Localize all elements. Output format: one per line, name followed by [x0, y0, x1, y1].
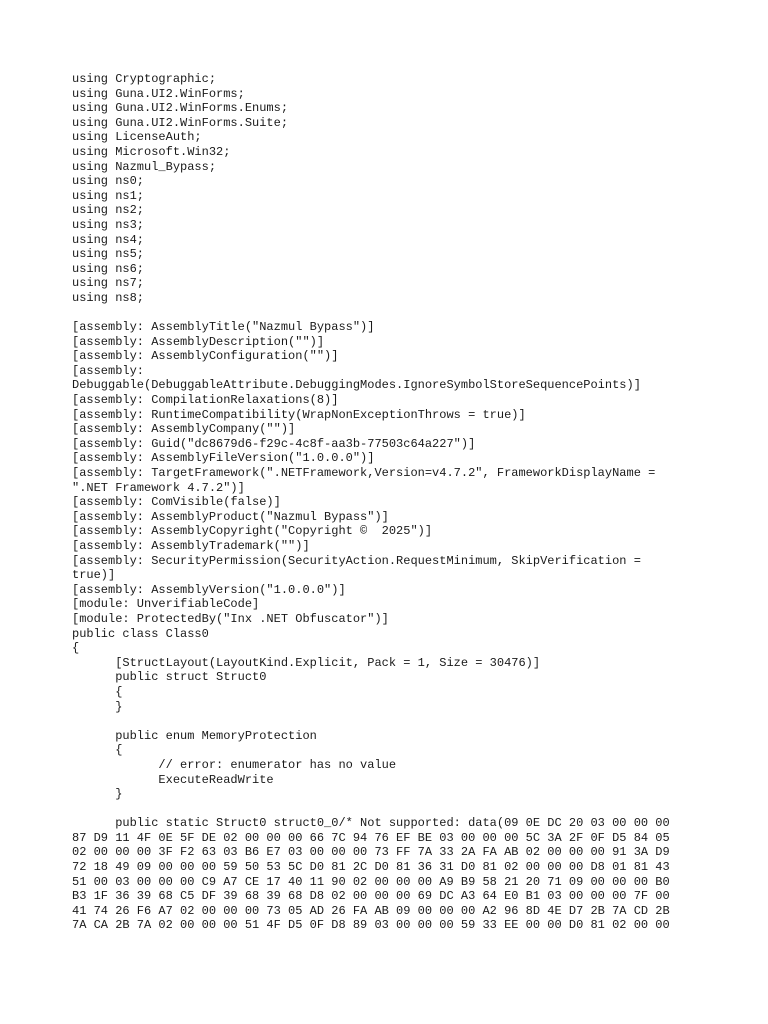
code-line: using ns1;	[72, 188, 145, 203]
code-line: {	[72, 684, 123, 699]
code-line: using Microsoft.Win32;	[72, 144, 231, 159]
code-line: using ns7;	[72, 276, 145, 291]
code-line: 7A CA 2B 7A 02 00 00 00 51 4F D5 0F D8 89 03 00 00 00 59 33 EE 00 00 D0 81 02 00 00	[72, 918, 670, 933]
code-line: [assembly: Guid("dc8679d6-f29c-4c8f-aa3b-77503c64a227")]	[72, 436, 476, 451]
code-line: 41 74 26 F6 A7 02 00 00 00 73 05 AD 26 FA AB 09 00 00 00 A2 96 8D 4E D7 2B 7A CD 2B	[72, 903, 670, 918]
code-line: using ns3;	[72, 217, 145, 232]
code-line: ".NET Framework 4.7.2")]	[72, 480, 245, 495]
code-line: using Guna.UI2.WinForms.Enums;	[72, 101, 289, 116]
code-line: [assembly: AssemblyVersion("1.0.0.0")]	[72, 582, 346, 597]
code-line: [module: UnverifiableCode]	[72, 597, 260, 612]
code-line: public struct Struct0	[72, 670, 267, 685]
code-line: using Nazmul_Bypass;	[72, 159, 217, 174]
code-line: // error: enumerator has no value	[72, 757, 397, 772]
code-line: public class Class0	[72, 626, 209, 641]
code-line: {	[72, 743, 123, 758]
code-line: [assembly: AssemblyProduct("Nazmul Bypass")]	[72, 509, 389, 524]
code-line: using ns2;	[72, 203, 145, 218]
code-line: using LicenseAuth;	[72, 130, 202, 145]
code-line: [assembly: RuntimeCompatibility(WrapNonExceptionThrows = true)]	[72, 407, 526, 422]
code-line: using ns8;	[72, 290, 145, 305]
code-line: [assembly: AssemblyFileVersion("1.0.0.0")]	[72, 451, 375, 466]
code-line: {	[72, 641, 80, 656]
code-line: }	[72, 699, 123, 714]
code-line: B3 1F 36 39 68 C5 DF 39 68 39 68 D8 02 00 00 00 69 DC A3 64 E0 B1 03 00 00 00 7F 00	[72, 889, 670, 904]
code-line: public static Struct0 struct0_0/* Not supported: data(09 0E DC 20 03 00 00 00	[72, 816, 670, 831]
code-line: [assembly: AssemblyTitle("Nazmul Bypass")]	[72, 320, 375, 335]
code-line: [assembly: ComVisible(false)]	[72, 495, 281, 510]
code-line: 51 00 03 00 00 00 C9 A7 CE 17 40 11 90 02 00 00 00 A9 B9 58 21 20 71 09 00 00 00 B0	[72, 874, 670, 889]
code-line: true)]	[72, 568, 116, 583]
code-line: [assembly:	[72, 363, 145, 378]
code-line: using ns5;	[72, 247, 145, 262]
code-document	[72, 72, 712, 933]
code-line: }	[72, 787, 123, 802]
blank-line	[72, 802, 712, 817]
code-line: [assembly: AssemblyConfiguration("")]	[72, 349, 339, 364]
code-line: using Guna.UI2.WinForms.Suite;	[72, 115, 289, 130]
code-line: [assembly: CompilationRelaxations(8)]	[72, 393, 339, 408]
code-line: Debuggable(DebuggableAttribute.DebuggingModes.IgnoreSymbolStoreSequencePoints)]	[72, 378, 641, 393]
code-line: using Cryptographic;	[72, 72, 217, 86]
blank-line	[72, 306, 712, 321]
code-line: [assembly: AssemblyCopyright("Copyright © 2025")]	[72, 524, 433, 539]
code-line: [module: ProtectedBy("Inx .NET Obfuscator")]	[72, 611, 389, 626]
code-line: 72 18 49 09 00 00 00 59 50 53 5C D0 81 2C D0 81 36 31 D0 81 02 00 00 00 D8 01 81 43	[72, 860, 670, 875]
code-line: using ns0;	[72, 174, 145, 189]
code-line: ExecuteReadWrite	[72, 772, 274, 787]
code-line: [assembly: AssemblyCompany("")]	[72, 422, 296, 437]
blank-line	[72, 714, 712, 729]
code-line: using ns4;	[72, 232, 145, 247]
code-line: using ns6;	[72, 261, 145, 276]
code-line: [assembly: SecurityPermission(SecurityAction.RequestMinimum, SkipVerification =	[72, 553, 641, 568]
code-line: public enum MemoryProtection	[72, 728, 317, 743]
code-line: [StructLayout(LayoutKind.Explicit, Pack = 1, Size = 30476)]	[72, 655, 541, 670]
code-line: using Guna.UI2.WinForms;	[72, 86, 245, 101]
code-line: 02 00 00 00 3F F2 63 03 B6 E7 03 00 00 00 73 FF 7A 33 2A FA AB 02 00 00 00 91 3A D9	[72, 845, 670, 860]
code-line: [assembly: TargetFramework(".NETFramework,Version=v4.7.2", FrameworkDisplayName =	[72, 466, 656, 481]
code-line: [assembly: AssemblyDescription("")]	[72, 334, 325, 349]
code-line: 87 D9 11 4F 0E 5F DE 02 00 00 00 66 7C 94 76 EF BE 03 00 00 00 5C 3A 2F 0F D5 84 05	[72, 830, 670, 845]
code-line: [assembly: AssemblyTrademark("")]	[72, 539, 310, 553]
